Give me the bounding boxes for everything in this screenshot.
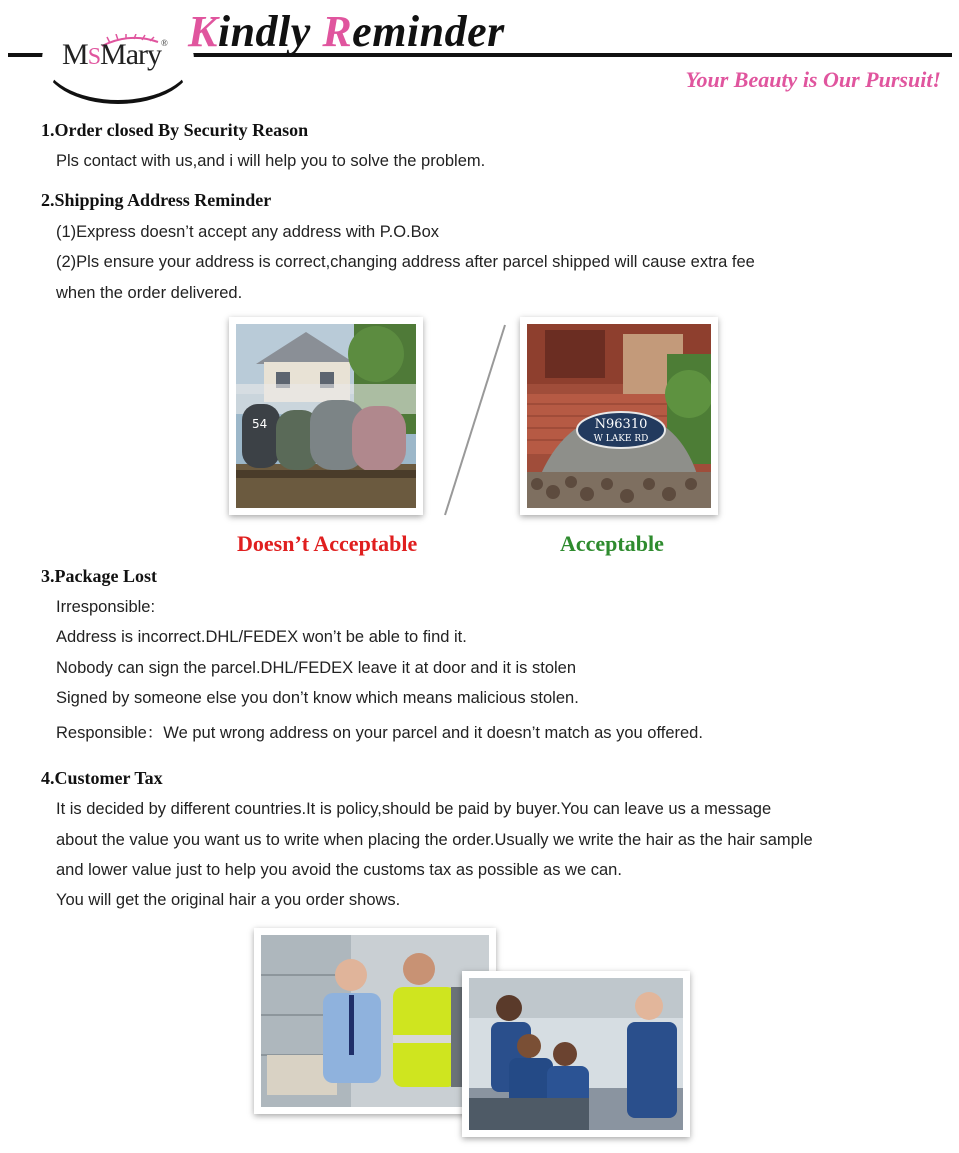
sign-line-1: N96310 [594, 417, 648, 432]
section-heading-order-closed: 1.Order closed By Security Reason [41, 120, 309, 140]
mailbox-number: 54 [252, 417, 268, 431]
divider-slash [440, 320, 510, 520]
caption-acceptable: Acceptable [560, 531, 664, 556]
section-text: Signed by someone else you don’t know which means malicious stolen. [56, 689, 579, 707]
section-text: and lower value just to help you avoid the customs tax as possible as we can. [56, 861, 622, 879]
section-text: Nobody can sign the parcel.DHL/FEDEX leave it at door and it is stolen [56, 659, 577, 677]
section-text: You will get the original hair a you order shows. [56, 891, 401, 909]
section-heading-package-lost: 3.Package Lost [41, 566, 157, 586]
po-box-mailboxes-photo [229, 317, 423, 515]
section-text: Irresponsible: [56, 598, 156, 616]
section-text: Pls contact with us,and i will help you to solve the problem. [56, 152, 486, 170]
caption-not-acceptable: Doesn’t Acceptable [237, 531, 418, 556]
sign-line-2: W LAKE RD [593, 434, 649, 444]
section-text: (2)Pls ensure your address is correct,changing address after parcel shipped will cause extra fee [56, 253, 755, 271]
section-text: It is decided by different countries.It is policy,should be paid by buyer.You can leave us a message [56, 800, 772, 818]
section-text: Responsible：We put wrong address on your parcel and it doesn’t match as you offered. [56, 724, 703, 742]
logo: MSMary® [62, 38, 167, 71]
page-title: Kindly Reminder [188, 7, 505, 56]
section-text: Address is incorrect.DHL/FEDEX won’t be able to find it. [56, 628, 467, 646]
section-heading-customer-tax: 4.Customer Tax [41, 768, 163, 788]
section-text: about the value you want us to write when placing the order.Usually we write the hair as the hair sample [56, 831, 813, 849]
warehouse-workers-photo [254, 928, 496, 1114]
tagline: Your Beauty is Our Pursuit! [685, 67, 941, 92]
section-text: (1)Express doesn’t accept any address with P.O.Box [56, 223, 440, 241]
section-text: when the order delivered. [56, 284, 243, 302]
address-sign-photo [520, 317, 718, 515]
customs-officers-photo [462, 971, 690, 1137]
section-heading-shipping-address: 2.Shipping Address Reminder [41, 190, 272, 210]
